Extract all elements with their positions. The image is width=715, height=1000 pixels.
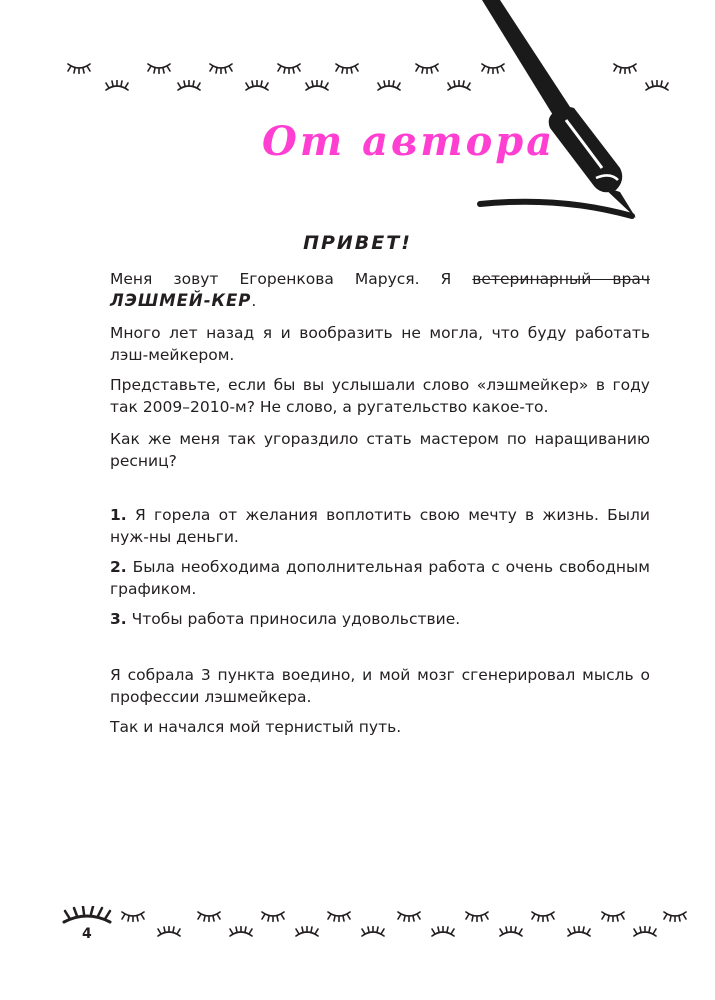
reason-number: 1. bbox=[110, 506, 127, 524]
eyelash-icon bbox=[294, 926, 320, 940]
eyelash-icon bbox=[498, 926, 524, 940]
eyelash-icon bbox=[104, 80, 130, 94]
intro-end: . bbox=[251, 292, 257, 310]
paragraph: Как же меня так угораздило стать мастером по наращиванию ресниц? bbox=[110, 430, 650, 470]
reason-text: Чтобы работа приносила удовольствие. bbox=[131, 610, 461, 628]
eyelash-icon bbox=[612, 60, 638, 74]
eyelash-icon bbox=[156, 926, 182, 940]
reason-number: 3. bbox=[110, 610, 127, 628]
profession-accent: ЛЭШМЕЙ-КЕР bbox=[110, 291, 252, 310]
reason-item bbox=[110, 556, 650, 600]
struck-text: ветеринарный врач bbox=[472, 270, 650, 288]
greeting-heading: ПРИВЕТ! bbox=[303, 232, 412, 254]
reason-item bbox=[110, 504, 650, 548]
eyelash-icon bbox=[208, 60, 234, 74]
eyelash-icon bbox=[430, 926, 456, 940]
eyelash-icon bbox=[304, 80, 330, 94]
reason-number: 2. bbox=[110, 558, 127, 576]
intro-text: Меня зовут Егоренкова Маруся. Я bbox=[110, 270, 473, 288]
section-title: От автора bbox=[262, 118, 556, 165]
eyelash-icon bbox=[196, 908, 222, 922]
eyelash-icon bbox=[662, 908, 688, 922]
eyelash-icon bbox=[146, 60, 172, 74]
eyelash-icon bbox=[260, 908, 286, 922]
eyelash-icon bbox=[276, 60, 302, 74]
eyelash-icon bbox=[566, 926, 592, 940]
large-eyelash-icon bbox=[62, 906, 112, 926]
reason-text: Я горела от желания воплотить свою мечту в жизнь. Были нуж-ны деньги. bbox=[110, 506, 650, 546]
paragraph: Представьте, если бы вы услышали слово «лэшмейкер» в году так 2009–2010-м? Не слово, а ругательство какое-то. bbox=[110, 376, 650, 416]
eyelash-icon bbox=[480, 60, 506, 74]
intro-paragraph bbox=[110, 268, 650, 312]
closing-paragraph: Так и начался мой тернистый путь. bbox=[110, 718, 402, 736]
reason-text: Была необходима дополнительная работа с очень свободным графиком. bbox=[110, 558, 650, 598]
page-number-block bbox=[62, 906, 112, 940]
eyelash-icon bbox=[414, 60, 440, 74]
fountain-pen-illustration bbox=[470, 0, 670, 220]
eyelash-icon bbox=[334, 60, 360, 74]
eyelash-icon bbox=[396, 908, 422, 922]
eyelash-icon bbox=[530, 908, 556, 922]
closing-paragraph: Я собрала 3 пункта воедино, и мой мозг сгенерировал мысль о профессии лэшмейкера. bbox=[110, 666, 650, 706]
eyelash-icon bbox=[376, 80, 402, 94]
eyelash-icon bbox=[446, 80, 472, 94]
eyelash-icon bbox=[228, 926, 254, 940]
eyelash-icon bbox=[360, 926, 386, 940]
eyelash-icon bbox=[176, 80, 202, 94]
eyelash-icon bbox=[244, 80, 270, 94]
eyelash-icon bbox=[632, 926, 658, 940]
eyelash-icon bbox=[644, 80, 670, 94]
reason-item bbox=[110, 608, 650, 630]
eyelash-icon bbox=[600, 908, 626, 922]
page-number: 4 bbox=[82, 926, 92, 942]
eyelash-icon bbox=[464, 908, 490, 922]
paragraph: Много лет назад я и вообразить не могла, что буду работать лэш-мейкером. bbox=[110, 324, 650, 364]
eyelash-icon bbox=[120, 908, 146, 922]
eyelash-icon bbox=[66, 60, 92, 74]
eyelash-icon bbox=[326, 908, 352, 922]
